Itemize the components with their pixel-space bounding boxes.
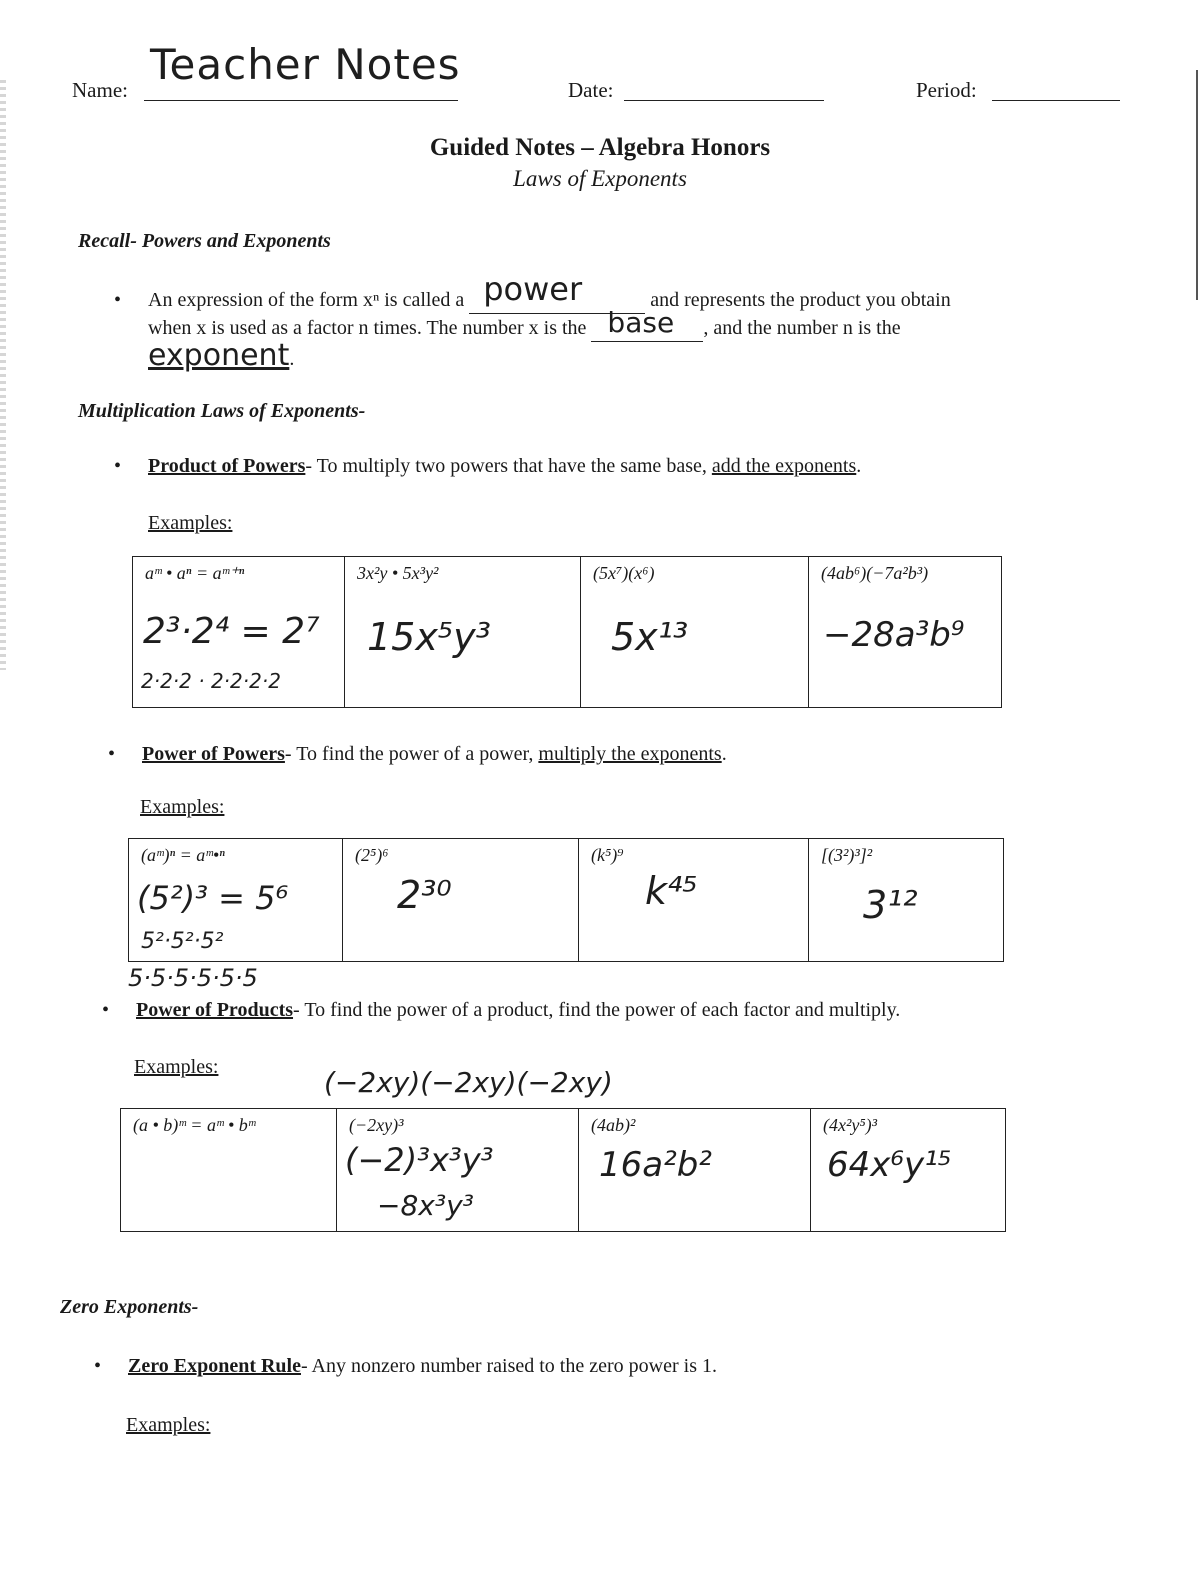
example-expression: (2⁵)⁶ (355, 845, 389, 865)
recall-text-3: when x is used as a factor n times. The number x is the (148, 317, 587, 339)
example-work: −8x³y³ (377, 1189, 474, 1222)
example-work: 2·2·2 · 2·2·2·2 (141, 669, 281, 693)
products-examples-label: Examples: (134, 1056, 219, 1078)
power-example-cell (579, 839, 809, 961)
example-answer: 2³⁰ (397, 873, 452, 917)
example-expression: (4x²y⁵)³ (823, 1115, 878, 1135)
power-example-cell (809, 839, 1003, 961)
bullet-dot: • (108, 743, 116, 765)
multiplication-heading: Multiplication Laws of Exponents- (78, 400, 366, 422)
blank-power-value: power (483, 270, 583, 308)
period-label: Period: (916, 78, 977, 102)
example-expression: [(3²)³]² (821, 845, 873, 865)
blank-base-value: base (607, 306, 675, 339)
power-example-cell (343, 839, 579, 961)
date-line (624, 100, 824, 101)
product-example-cell (345, 557, 581, 707)
power-of-products-text: - To find the power of a product, find the power of each factor and multiply. (293, 999, 901, 1021)
recall-text-1: An expression of the form xⁿ is called a (148, 289, 465, 311)
recall-text-2: and represents the product you obtain (650, 289, 951, 311)
power-of-products-term: Power of Products (136, 999, 294, 1021)
power-of-products-bullet (102, 996, 1136, 1024)
example-answer: 15x⁵y³ (367, 615, 491, 659)
date-label: Date: (568, 78, 614, 102)
power-of-powers-end: . (721, 743, 727, 765)
power-of-powers-text: - To find the power of a power, (284, 743, 534, 765)
zero-examples-label: Examples: (126, 1414, 211, 1436)
power-example-cell (129, 839, 343, 961)
example-answer: 2³·2⁴ = 2⁷ (143, 611, 320, 652)
example-answer: 16a²b² (599, 1145, 712, 1185)
name-line (144, 100, 458, 101)
recall-heading: Recall- Powers and Exponents (78, 230, 331, 252)
power-of-powers-term: Power of Powers (142, 743, 285, 765)
zero-exponent-text: - Any nonzero number raised to the zero power is 1. (300, 1355, 717, 1377)
example-answer: 5x¹³ (611, 615, 689, 659)
blank-base (591, 306, 703, 342)
example-expression: (k⁵)⁹ (591, 845, 624, 865)
example-expression: (a • b)ᵐ = aᵐ • bᵐ (133, 1115, 256, 1135)
example-expression: (4ab)² (591, 1115, 636, 1135)
product-example-cell (133, 557, 345, 707)
zero-exponent-term: Zero Exponent Rule (128, 1355, 301, 1377)
power-examples-table (128, 838, 1004, 962)
example-work: 5²·5²·5² (141, 929, 224, 954)
product-examples-label: Examples: (148, 512, 233, 534)
example-answer: k⁴⁵ (645, 869, 698, 913)
example-expression: (4ab⁶)(−7a²b³) (821, 563, 929, 583)
document-title (0, 134, 1200, 192)
recall-text-4: , and the number n is the (703, 317, 901, 339)
example-expression: (5x⁷)(x⁶) (593, 563, 655, 583)
product-of-powers-fill: add the exponents (711, 455, 857, 477)
products-examples-table (120, 1108, 1006, 1232)
products-handwritten-note: (−2xy)(−2xy)(−2xy) (324, 1066, 613, 1099)
power-of-powers-fill: multiply the exponents (538, 743, 722, 765)
example-expression: aᵐ • aⁿ = aᵐ⁺ⁿ (145, 563, 245, 583)
products-example-cell (811, 1109, 1005, 1231)
title-sub: Laws of Exponents (513, 166, 687, 191)
zero-heading: Zero Exponents- (60, 1296, 199, 1318)
products-example-cell (579, 1109, 811, 1231)
product-of-powers-text: - To multiply two powers that have the same base, (305, 455, 707, 477)
example-answer: 64x⁶y¹⁵ (827, 1145, 952, 1185)
products-example-cell (337, 1109, 579, 1231)
products-example-cell (121, 1109, 337, 1231)
product-of-powers-end: . (856, 455, 862, 477)
power-example-work-2: 5·5·5·5·5·5 (128, 964, 258, 992)
example-answer: (5²)³ = 5⁶ (137, 879, 289, 917)
bullet-dot: • (102, 999, 110, 1021)
example-expression: (aᵐ)ⁿ = aᵐ•ⁿ (141, 845, 225, 865)
name-label: Name: (72, 78, 128, 102)
period-line (992, 100, 1120, 101)
name-value: Teacher Notes (150, 40, 461, 89)
power-examples-label: Examples: (140, 796, 225, 818)
power-of-powers-bullet (108, 740, 1102, 768)
product-examples-table (132, 556, 1002, 708)
bullet-dot: • (114, 289, 122, 311)
recall-bullet (114, 270, 1118, 373)
product-of-powers-bullet (114, 452, 1108, 480)
bullet-dot: • (94, 1355, 102, 1377)
title-main: Guided Notes – Algebra Honors (429, 134, 771, 161)
product-example-cell (809, 557, 1001, 707)
example-answer: −28a³b⁹ (823, 615, 965, 655)
blank-exponent-value: exponent (148, 338, 290, 373)
bullet-dot: • (114, 455, 122, 477)
product-example-cell (581, 557, 809, 707)
example-expression: 3x²y • 5x³y² (357, 563, 439, 583)
product-of-powers-term: Product of Powers (148, 455, 306, 477)
recall-text-5: . (289, 348, 295, 370)
zero-exponent-bullet (94, 1352, 1088, 1380)
example-answer: (−2)³x³y³ (345, 1141, 494, 1179)
example-expression: (−2xy)³ (349, 1115, 404, 1135)
example-answer: 3¹² (863, 883, 918, 927)
